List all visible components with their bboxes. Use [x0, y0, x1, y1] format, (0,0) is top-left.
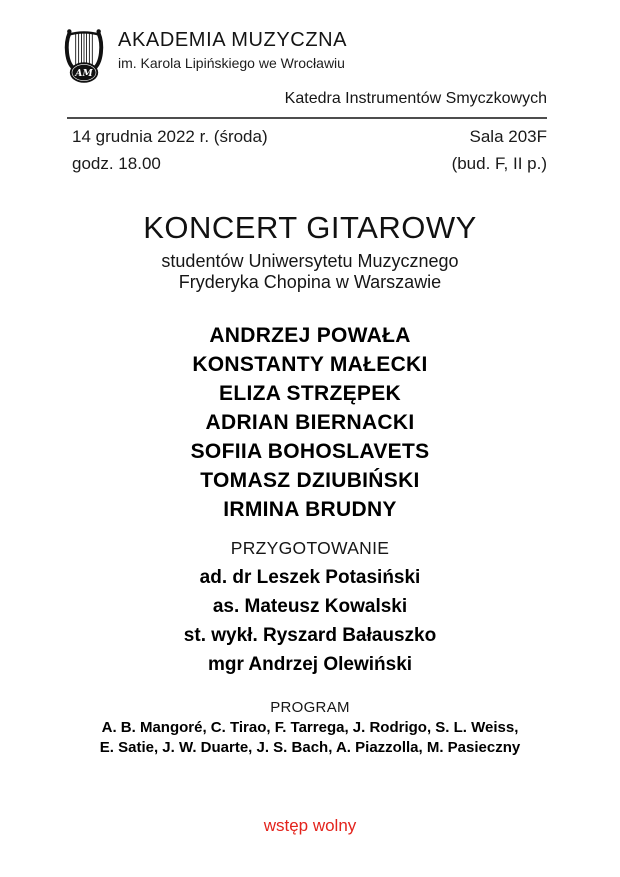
event-datetime: [72, 126, 268, 180]
academy-header: [62, 20, 620, 86]
performers-list: [0, 321, 620, 524]
program-composers: [0, 718, 620, 758]
concert-subtitle-line2: Fryderyka Chopina w Warszawie: [178, 271, 442, 292]
concert-subtitle-line1: studentów Uniwersytetu Muzycznego: [161, 250, 459, 271]
event-location: [452, 126, 547, 180]
program-line1: A. B. Mangoré, C. Tirao, F. Tarrega, J. Rodrigo, S. L. Weiss,: [101, 718, 519, 736]
teacher-name: st. wykł. Ryszard Bałauszko: [183, 624, 437, 646]
performer-name: IRMINA BRUDNY: [223, 497, 397, 521]
performer-name: SOFIIA BOHOSLAVETS: [190, 439, 430, 463]
preparation-heading: PRZYGOTOWANIE: [230, 537, 390, 558]
event-time: godz. 18.00: [72, 153, 161, 173]
performer-name: TOMASZ DZIUBIŃSKI: [200, 468, 420, 492]
event-building: (bud. F, II p.): [451, 153, 547, 173]
concert-subtitle: [0, 251, 620, 293]
academy-name: AKADEMIA MUZYCZNA: [118, 29, 348, 51]
performer-name: KONSTANTY MAŁECKI: [192, 352, 428, 376]
teacher-name: as. Mateusz Kowalski: [212, 595, 408, 617]
performer-name: ELIZA STRZĘPEK: [219, 381, 401, 405]
program-line2: E. Satie, J. W. Duarte, J. S. Bach, A. Piazzolla, M. Pasieczny: [99, 738, 521, 756]
event-date: 14 grudnia 2022 r. (środa): [72, 127, 268, 146]
program-heading: PROGRAM: [270, 698, 350, 716]
teacher-name: ad. dr Leszek Potasiński: [199, 566, 421, 588]
logo-monogram: AM: [75, 67, 93, 79]
teachers-list: [0, 563, 620, 679]
event-room: Sala 203F: [469, 127, 547, 146]
admission-notice: wstęp wolny: [263, 815, 357, 835]
lyre-icon: [62, 20, 106, 89]
teacher-name: mgr Andrzej Olewiński: [207, 653, 413, 675]
performer-name: ANDRZEJ POWAŁA: [209, 323, 411, 347]
event-info-row: [72, 126, 547, 184]
department-name: Katedra Instrumentów Smyczkowych: [284, 90, 547, 107]
concert-title: KONCERT GITAROWY: [143, 209, 477, 245]
academy-subtitle: im. Karola Lipińskiego we Wrocławiu: [118, 55, 345, 71]
academy-logo-text: [118, 20, 347, 71]
header-divider: [67, 117, 547, 119]
performer-name: ADRIAN BIERNACKI: [205, 410, 415, 434]
